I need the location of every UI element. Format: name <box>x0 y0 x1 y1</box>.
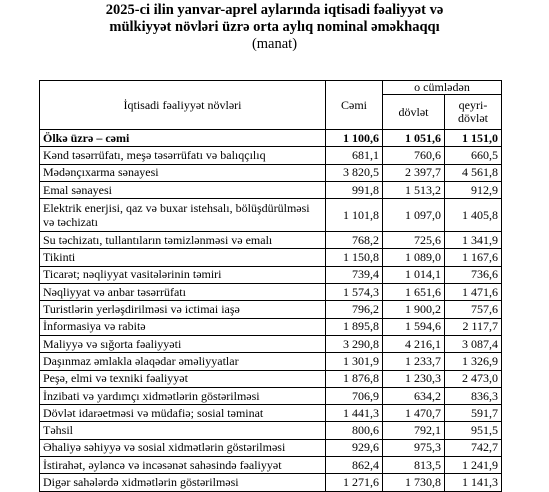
total-cell: 3 820,5 <box>326 164 383 181</box>
activity-cell: Digər sahələrdə xidmətlərin göstərilməsi <box>40 474 326 491</box>
nonstate-cell: 1 167,6 <box>445 249 502 266</box>
activity-cell: Ticarət; nəqliyyat vasitələrinin təmiri <box>40 266 326 283</box>
nonstate-cell: 591,7 <box>445 405 502 422</box>
table-row <box>40 164 502 181</box>
total-cell: 929,6 <box>326 439 383 456</box>
table-row <box>40 474 502 491</box>
state-cell: 1 513,2 <box>383 181 445 198</box>
total-cell: 800,6 <box>326 422 383 439</box>
state-cell: 634,2 <box>383 387 445 404</box>
title-line-1: 2025-ci ilin yanvar-aprel aylarında iqtisadi fəaliyyət və <box>105 2 444 18</box>
header-nonstate <box>445 95 502 130</box>
header-total: Cəmi <box>326 81 383 130</box>
header-nonstate-line-1: qeyri- <box>458 98 488 112</box>
nonstate-cell: 1 326,9 <box>445 353 502 370</box>
total-cell: 1 895,8 <box>326 318 383 335</box>
title-line-2: mülkiyyət növləri üzrə orta aylıq nominal əməkhaqqı <box>109 19 440 35</box>
unit-label: (manat) <box>251 36 298 52</box>
state-cell: 1 097,0 <box>383 199 445 232</box>
total-cell: 1 574,3 <box>326 284 383 301</box>
state-cell: 1 651,6 <box>383 284 445 301</box>
state-cell: 1 730,8 <box>383 474 445 491</box>
table-row <box>40 457 502 474</box>
activity-cell: Dövlət idarəetməsi və müdafiə; sosial təminat <box>40 405 326 422</box>
state-cell: 1 014,1 <box>383 266 445 283</box>
state-cell: 1 594,6 <box>383 318 445 335</box>
total-cell: 1 441,3 <box>326 405 383 422</box>
table-row <box>40 301 502 318</box>
state-cell: 760,6 <box>383 147 445 164</box>
state-cell: 1 233,7 <box>383 353 445 370</box>
activity-cell: Əhaliyə səhiyyə və sosial xidmətlərin göstərilməsi <box>40 439 326 456</box>
total-cell: 1 301,9 <box>326 353 383 370</box>
nonstate-cell: 2 473,0 <box>445 370 502 387</box>
activity-cell: Nəqliyyat və anbar təsərrüfatı <box>40 284 326 301</box>
table-row <box>40 439 502 456</box>
table-row <box>40 284 502 301</box>
nonstate-cell: 836,3 <box>445 387 502 404</box>
table-row <box>40 147 502 164</box>
table-row <box>40 181 502 198</box>
header-state: dövlət <box>383 95 445 130</box>
nonstate-cell: 757,6 <box>445 301 502 318</box>
table-row <box>40 422 502 439</box>
state-cell: 813,5 <box>383 457 445 474</box>
activity-cell: Elektrik enerjisi, qaz və buxar istehsalı, bölüşdürülməsi və təchizatı <box>40 199 326 232</box>
nonstate-cell: 912,9 <box>445 181 502 198</box>
state-cell: 975,3 <box>383 439 445 456</box>
nonstate-cell: 2 117,7 <box>445 318 502 335</box>
total-cell: 739,4 <box>326 266 383 283</box>
nonstate-cell: 1 241,9 <box>445 457 502 474</box>
total-cell: 1 101,8 <box>326 199 383 232</box>
nonstate-cell: 736,6 <box>445 266 502 283</box>
state-cell: 1 089,0 <box>383 249 445 266</box>
state-cell: 1 470,7 <box>383 405 445 422</box>
activity-cell: Maliyyə və sığorta fəaliyyəti <box>40 335 326 352</box>
activity-cell: Təhsil <box>40 422 326 439</box>
table-row <box>40 249 502 266</box>
activity-cell: Daşınmaz əmlakla əlaqədar əməliyyatlar <box>40 353 326 370</box>
activity-cell: Kənd təsərrüfatı, meşə təsərrüfatı və balıqçılıq <box>40 147 326 164</box>
total-cell: 991,8 <box>326 181 383 198</box>
nonstate-cell: 1 471,6 <box>445 284 502 301</box>
header-of-which: o cümlədən <box>383 81 502 95</box>
total-cell: 1 150,8 <box>326 249 383 266</box>
nonstate-cell: 1 141,3 <box>445 474 502 491</box>
nonstate-cell: 660,5 <box>445 147 502 164</box>
wage-table <box>39 80 502 492</box>
state-cell: 4 216,1 <box>383 335 445 352</box>
header-activity: İqtisadi fəaliyyət növləri <box>40 81 326 130</box>
nonstate-cell: 1 341,9 <box>445 232 502 249</box>
header-nonstate-line-2: dövlət <box>458 111 488 125</box>
state-cell: 2 397,7 <box>383 164 445 181</box>
table-row <box>40 370 502 387</box>
total-cell: 768,2 <box>326 232 383 249</box>
activity-cell: Emal sənayesi <box>40 181 326 198</box>
document-title <box>0 2 549 36</box>
table-row <box>40 232 502 249</box>
activity-cell: İstirahət, əyləncə və incəsənət sahəsində fəaliyyət <box>40 457 326 474</box>
table-row <box>40 130 502 147</box>
total-cell: 1 876,8 <box>326 370 383 387</box>
total-cell: 796,2 <box>326 301 383 318</box>
table-row <box>40 353 502 370</box>
table-row <box>40 199 502 232</box>
activity-cell: İnzibati və yardımçı xidmətlərin göstərilməsi <box>40 387 326 404</box>
activity-cell: İnformasiya və rabitə <box>40 318 326 335</box>
table-row <box>40 318 502 335</box>
nonstate-cell: 3 087,4 <box>445 335 502 352</box>
activity-cell: Mədənçıxarma sənayesi <box>40 164 326 181</box>
activity-cell: Ölkə üzrə – cəmi <box>40 130 326 147</box>
total-cell: 862,4 <box>326 457 383 474</box>
total-cell: 1 271,6 <box>326 474 383 491</box>
activity-cell: Tikinti <box>40 249 326 266</box>
nonstate-cell: 951,5 <box>445 422 502 439</box>
state-cell: 725,6 <box>383 232 445 249</box>
state-cell: 1 900,2 <box>383 301 445 318</box>
nonstate-cell: 742,7 <box>445 439 502 456</box>
table-body <box>40 130 502 492</box>
state-cell: 1 230,3 <box>383 370 445 387</box>
table-row <box>40 335 502 352</box>
activity-cell: Su təchizatı, tullantıların təmizlənməsi və emalı <box>40 232 326 249</box>
activity-cell: Turistlərin yerləşdirilməsi və ictimai iaşə <box>40 301 326 318</box>
activity-cell: Peşə, elmi və texniki fəaliyyət <box>40 370 326 387</box>
table-row <box>40 266 502 283</box>
nonstate-cell: 1 151,0 <box>445 130 502 147</box>
nonstate-cell: 4 561,8 <box>445 164 502 181</box>
total-cell: 706,9 <box>326 387 383 404</box>
table-row <box>40 387 502 404</box>
total-cell: 1 100,6 <box>326 130 383 147</box>
total-cell: 681,1 <box>326 147 383 164</box>
state-cell: 792,1 <box>383 422 445 439</box>
state-cell: 1 051,6 <box>383 130 445 147</box>
table-row <box>40 405 502 422</box>
nonstate-cell: 1 405,8 <box>445 199 502 232</box>
total-cell: 3 290,8 <box>326 335 383 352</box>
